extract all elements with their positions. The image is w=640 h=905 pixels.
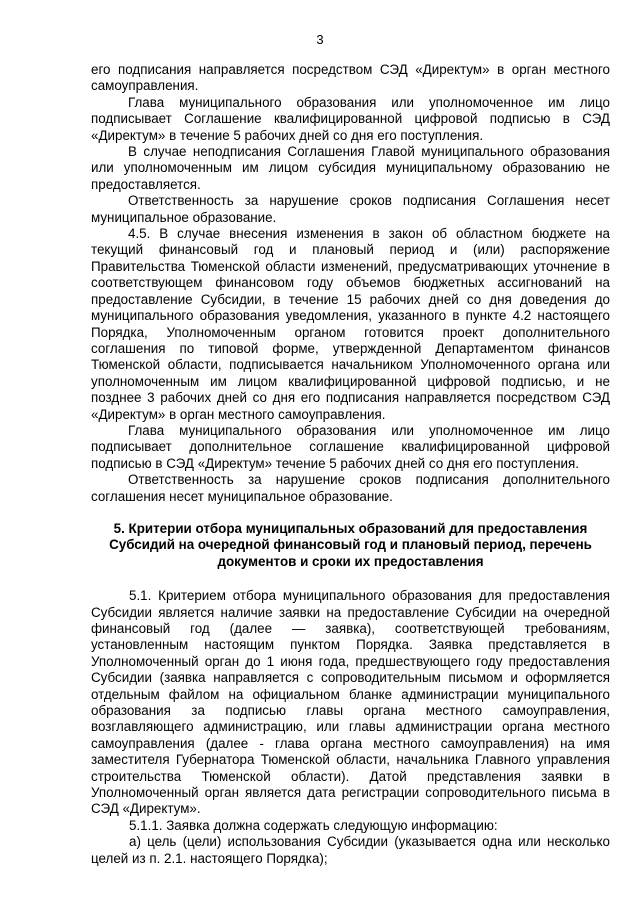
section-heading-line: Субсидий на очередной финансовый год и плановый период, перечень: [109, 537, 592, 553]
paragraph: Ответственность за нарушение сроков подписания дополнительного соглашения несет муниципальное образование.: [91, 472, 610, 504]
section-heading-line: документов и сроки их предоставления: [217, 553, 484, 569]
section-heading-line: 5. Критерии отбора муниципальных образований для предоставления: [113, 520, 588, 536]
paragraph-item-a: а) цель (цели) использования Субсидии (указывается одна или несколько целей из п. 2.1. настоящего Порядка);: [91, 834, 610, 866]
paragraph-5-1-1: 5.1.1. Заявка должна содержать следующую информацию:: [129, 817, 498, 833]
paragraph: Глава муниципального образования или уполномоченное им лицо подписывает Соглашение квалифицированной цифровой подписью в СЭД «Директум» в течение 5 рабочих дней со дня его поступления.: [91, 94, 610, 143]
paragraph-5-1: 5.1. Критерием отбора муниципального образования для предоставления Субсидии является наличие заявки на предоставление Субсидии на очередной финансовый год (далее — заявка), соответствующей требованиям, установленным настоящим пунктом Порядка. Заявка представляется в Уполномоченный орган до 1 июня года, предшествующего году предоставления Субсидии (заявка направляется с сопроводительным письмом и оформляется отдельным файлом на официальном бланке администрации муниципального образования за подписью главы органа местного самоуправления, возглавляющего администрацию, или главы администрации органа местного самоуправления (далее - глава органа местного самоуправления) на имя заместителя Губернатора Тюменской области, начальника Главного управления строительства Тюменской области). Датой представления заявки в Уполномоченный орган является дата регистрации сопроводительного письма в СЭД «Директум».: [91, 588, 610, 817]
document-body: [91, 62, 610, 867]
paragraph: его подписания направляется посредством СЭД «Директум» в орган местного самоуправления.: [91, 62, 610, 94]
section-heading: [91, 521, 610, 570]
paragraph: Глава муниципального образования или уполномоченное им лицо подписывает дополнительное соглашение квалифицированной цифровой подписью в СЭД «Директум» течение 5 рабочих дней со дня его поступления.: [91, 422, 610, 471]
page-number: 3: [316, 32, 324, 47]
paragraph: В случае неподписания Соглашения Главой муниципального образования или уполномоченным им лицом субсидия муниципальному образованию не предоставляется.: [91, 144, 610, 192]
paragraph-4-5: 4.5. В случае внесения изменения в закон об областном бюджете на текущий финансовый год и плановый период и (или) распоряжение Правительства Тюменской области изменений, предусматривающих уточнение в соответствующем финансовом году объемов бюджетных ассигнований на предоставление Субсидии, в течение 15 рабочих дней со дня доведения до муниципального образования уведомления, указанного в пункте 4.2 настоящего Порядка, Уполномоченным органом готовится проект дополнительного соглашения по типовой форме, утвержденной Департаментом финансов Тюменской области, подписывается начальником Уполномоченного органа или уполномоченным им лицом квалифицированной цифровой подписью, и не позднее 3 рабочих дней со дня его подписания направляется посредством СЭД «Директум» в орган местного самоуправления.: [91, 226, 610, 422]
paragraph: Ответственность за нарушение сроков подписания Соглашения несет муниципальное образование.: [91, 193, 610, 225]
